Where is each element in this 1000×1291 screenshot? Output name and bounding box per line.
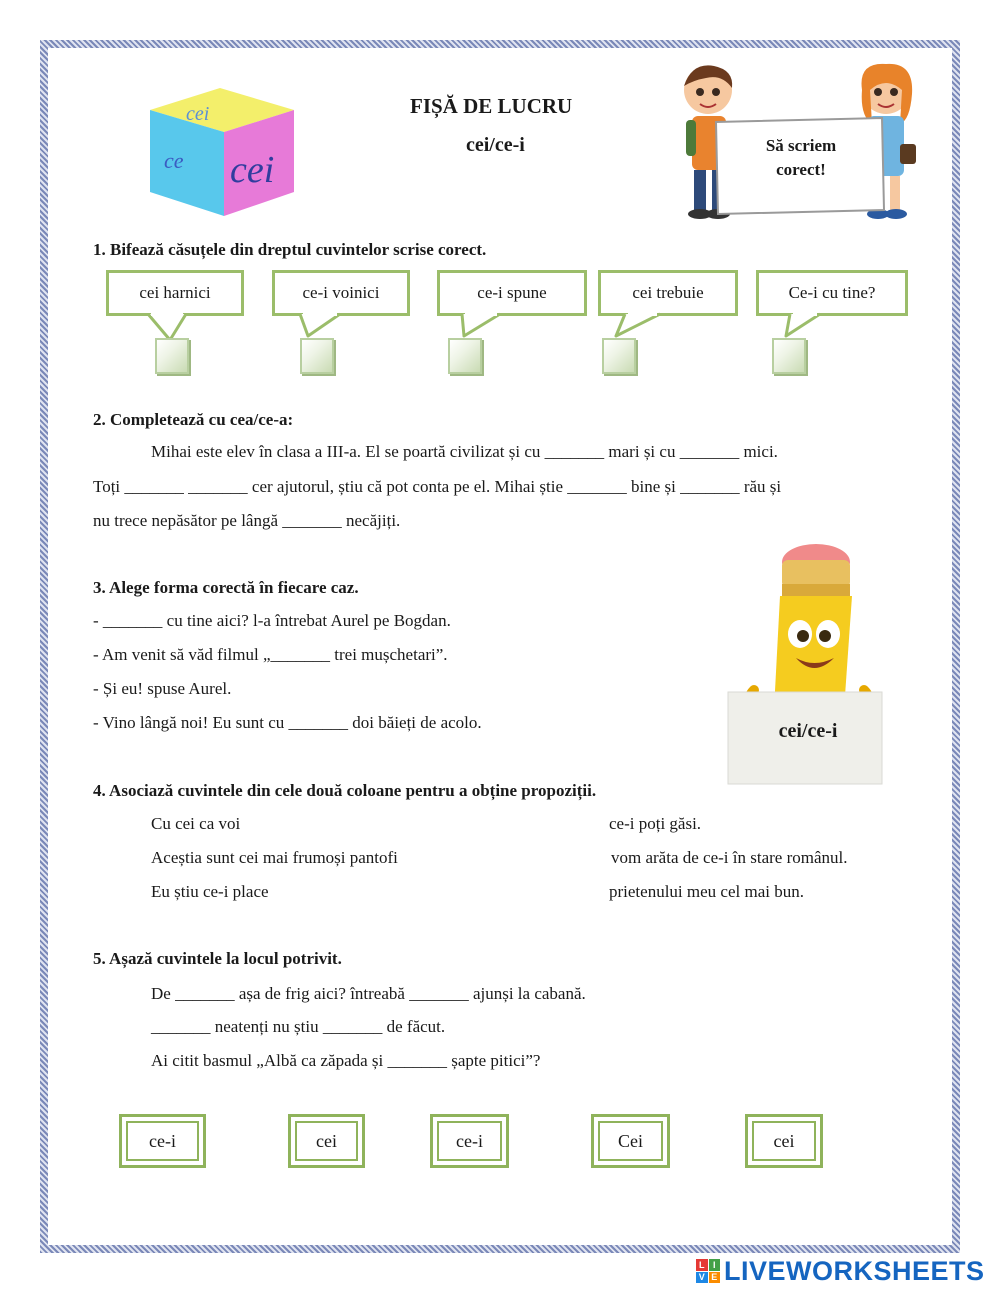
word-card-3[interactable] — [430, 1114, 509, 1168]
exercise-5-line-2: _______ neatenți nu știu _______ de făcut. — [151, 1017, 446, 1036]
left-column-item-2: Aceștia sunt cei mai frumoși pantofi — [151, 848, 398, 867]
svg-text:cei: cei — [186, 103, 210, 125]
option-label: Ce-i cu tine? — [788, 283, 876, 302]
exercise-1-title: 1. Bifează căsuțele din dreptul cuvintelor scrise corect. — [93, 240, 487, 259]
cube-word: cei — [230, 149, 275, 191]
option-label: cei trebuie — [632, 283, 704, 302]
right-column-item-1: ce-i poți găsi. — [609, 814, 702, 833]
option-label: ce-i voinici — [302, 283, 380, 302]
exercise-5-line-1: De _______ așa de frig aici? întreabă _______ ajunși la cabană. — [151, 984, 586, 1003]
live-icon: L I V E — [696, 1259, 720, 1283]
exercise-2-title: 2. Completează cu cea/ce-a: — [93, 410, 294, 429]
checkbox-2[interactable] — [300, 338, 334, 374]
word-card-label: cei — [752, 1121, 816, 1161]
left-column-item-3: Eu știu ce-i place — [151, 882, 269, 901]
exercise-3-line-4: - Vino lângă noi! Eu sunt cu _______ doi băieți de acolo. — [93, 713, 482, 732]
option-label: cei harnici — [139, 283, 211, 302]
kids-sign-text: Să scriem corect! — [765, 136, 837, 179]
brand-text: LIVEWORKSHEETS — [724, 1255, 985, 1286]
exercise-3-line-2: - Am venit să văd filmul „_______ trei mușchetari”. — [93, 645, 448, 664]
word-card-label: cei — [295, 1121, 358, 1161]
exercise-3-title: 3. Alege forma corectă în fiecare caz. — [93, 578, 359, 597]
word-card-label: ce-i — [437, 1121, 502, 1161]
exercise-5-line-3: Ai citit basmul „Albă ca zăpada și _______ șapte pitici”? — [151, 1051, 541, 1070]
checkbox-3[interactable] — [448, 338, 482, 374]
pencil-illustration — [724, 540, 884, 790]
left-column-item-1: Cu cei ca voi — [151, 814, 241, 833]
svg-text:ce: ce — [164, 148, 184, 173]
exercise-2-line-1: Mihai este elev în clasa a III-a. El se poartă civilizat și cu _______ mari și cu _______ mici. — [151, 442, 778, 461]
page-title: FIȘĂ DE LUCRU — [410, 94, 573, 118]
word-card-2[interactable] — [288, 1114, 365, 1168]
word-card-1[interactable] — [119, 1114, 206, 1168]
word-card-label: ce-i — [126, 1121, 199, 1161]
pencil-sign-text: cei/ce-i — [778, 720, 838, 742]
exercise-3-line-1: - _______ cu tine aici? l-a întrebat Aurel pe Bogdan. — [93, 611, 451, 630]
bubble-tails — [0, 0, 1000, 360]
checkbox-4[interactable] — [602, 338, 636, 374]
right-column-item-3: prietenului meu cel mai bun. — [609, 882, 804, 901]
checkbox-5[interactable] — [772, 338, 806, 374]
page-subtitle: cei/ce-i — [466, 134, 525, 156]
option-label: ce-i spune — [477, 283, 547, 302]
word-card-4[interactable] — [591, 1114, 670, 1168]
exercise-2-line-3: nu trece nepăsător pe lângă _______ necăjiți. — [93, 511, 401, 530]
right-column-item-2: vom arăta de ce-i în stare românul. — [611, 848, 848, 867]
liveworksheets-logo[interactable] — [696, 1256, 985, 1286]
exercise-5-title: 5. Așază cuvintele la locul potrivit. — [93, 949, 342, 968]
exercise-4-title: 4. Asociază cuvintele din cele două coloane pentru a obține propoziții. — [93, 781, 597, 800]
checkbox-1[interactable] — [155, 338, 189, 374]
word-card-5[interactable] — [745, 1114, 823, 1168]
exercise-3-line-3: - Și eu! spuse Aurel. — [93, 679, 232, 698]
word-card-label: Cei — [598, 1121, 663, 1161]
exercise-2-line-2: Toți _______ _______ cer ajutorul, știu că pot conta pe el. Mihai știe _______ bine și _______ rău și — [93, 477, 782, 496]
